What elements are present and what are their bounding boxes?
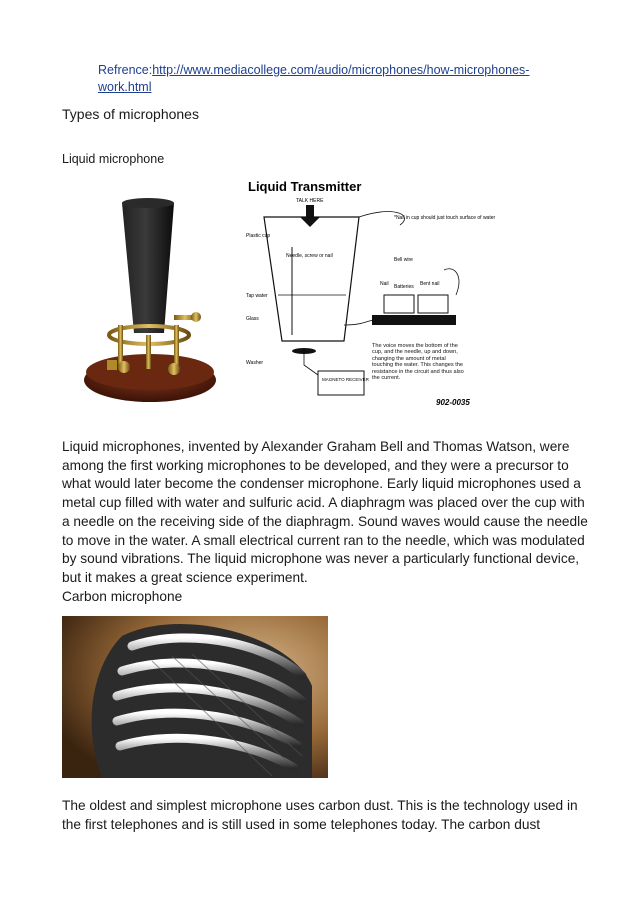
label-nail: Nail [380, 281, 389, 287]
carbon-microphone-title: Carbon microphone [62, 589, 183, 604]
label-magneto: MAGNETO RECEIVER [322, 377, 369, 382]
label-tap-water: Tap water [246, 293, 268, 299]
carbon-microphone-paragraph: The oldest and simplest microphone uses carbon dust. This is the technology used in the first telephones and is still used in some telephones today. The carbon dust [62, 798, 578, 832]
liquid-microphone-title: Liquid microphone [62, 152, 165, 166]
liquid-microphone-photo [62, 175, 242, 423]
label-bell-wire: Bell wire [394, 257, 413, 263]
label-nail-in-cup: *Nail in cup should just touch surface of water [394, 215, 496, 221]
diagram-title: Liquid Transmitter [248, 179, 362, 194]
reference-line [98, 62, 568, 96]
label-washer: Washer [246, 360, 264, 366]
diagram-caption: The voice moves the bottom of the cup, and the needle, up and down, changing the amount of metal touching the water. This changes the resistance in the circuit and thus also the current. [372, 343, 464, 382]
label-needle: Needle, screw or nail [286, 253, 333, 259]
label-talk-here: TALK HERE [296, 198, 324, 204]
liquid-microphone-paragraph: Liquid microphones, invented by Alexander Graham Bell and Thomas Watson, were among the first working microphones to be developed, and they were a precursor to what would later become the condenser microphone. Early liquid microphones used a metal cup filled with water and sulfuric acid. A diaphragm was placed over the cup with a needle on the receiving side of the diaphragm. Sound waves would cause the needle to move in the water. A small electrical current ran to the needle, which was modulated by sound vibrations. The liquid microphone was never a particularly functional device, but it makes a great science experiment. [62, 439, 588, 585]
label-bent-nail: Bent nail [420, 281, 440, 287]
diagram-code: 902-0035 [436, 398, 470, 407]
section-heading: Types of microphones [62, 106, 199, 122]
reference-link[interactable]: http://www.mediacollege.com/audio/microphones/how-microphones-work.html [98, 63, 530, 94]
label-plastic-cup: Plastic cup [246, 233, 271, 239]
reference-label: Refrence: [98, 63, 153, 77]
liquid-transmitter-diagram [244, 175, 496, 411]
label-batteries: Batteries [394, 284, 414, 290]
carbon-microphone-photo [62, 616, 328, 778]
label-glass: Glass [246, 316, 259, 322]
